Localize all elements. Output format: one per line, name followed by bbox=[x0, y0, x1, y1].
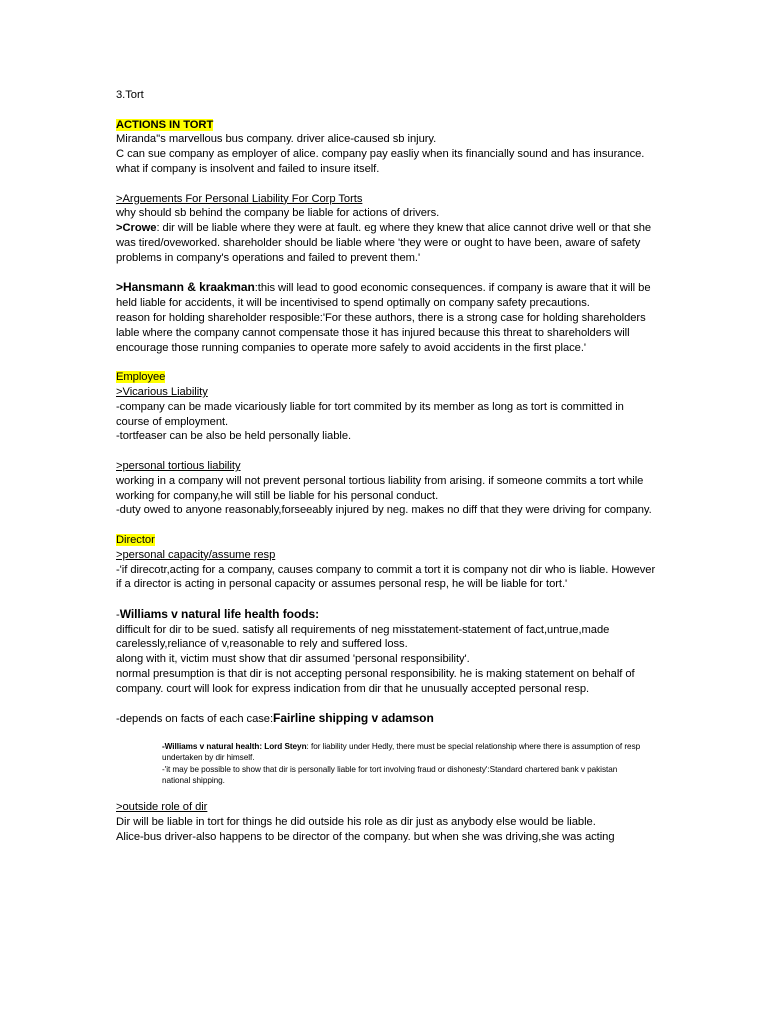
crowe-label: >Crowe bbox=[116, 222, 157, 235]
section-heading: 3.Tort bbox=[116, 89, 144, 101]
outside-title: >outside role of dir bbox=[116, 801, 208, 814]
williams-title: Williams v natural life health foods: bbox=[119, 606, 320, 621]
spacer bbox=[116, 177, 656, 192]
depends-line bbox=[116, 711, 656, 727]
vicarious-title: >Vicarious Liability bbox=[116, 385, 208, 398]
personal-line: working in a company will not prevent personal tortious liability from arising. if someone commits a tort while working for company,he will still be liable for his personal conduct. bbox=[116, 474, 644, 502]
document-page bbox=[116, 88, 656, 844]
spacer bbox=[116, 266, 656, 281]
actions-line: Miranda''s marvellous bus company. driver alice-caused sb injury. bbox=[116, 133, 437, 146]
quote-line: -'it may be possible to show that dir is personally liable for tort involving fraud or dishonesty':Standard chartered bank v pakistan national shipping. bbox=[162, 764, 618, 785]
vicarious-line: -company can be made vicariously liable for tort commited by its member as long as tort is committed in course of employment. bbox=[116, 400, 624, 428]
depends-prefix: -depends on facts of each case: bbox=[116, 713, 274, 726]
spacer bbox=[116, 518, 656, 533]
williams-heading bbox=[116, 607, 656, 623]
spacer bbox=[116, 444, 656, 459]
employee-title: Employee bbox=[116, 371, 166, 384]
arguments-line: why should sb behind the company be liable for actions of drivers. bbox=[116, 207, 440, 220]
williams-line: difficult for dir to be sued. satisfy all requirements of neg misstatement-statement of fact,untrue,made carelessly,reliance of v,reasonable to rely and suffered loss. bbox=[116, 623, 610, 651]
spacer bbox=[116, 355, 656, 370]
actions-line: C can sue company as employer of alice. company pay easliy when its financially sound and has insurance. what if company is insolvent and failed to insure itself. bbox=[116, 148, 645, 175]
actions-title: ACTIONS IN TORT bbox=[116, 118, 214, 131]
williams-prefix: - bbox=[116, 608, 120, 621]
hk-paragraph bbox=[116, 280, 656, 311]
hk-text: :this will lead to good economic consequences. if company is aware that it will be held liable for accidents, it will be incentivised to spend optimally on company safety precautions. bbox=[116, 282, 651, 310]
vicarious-line: -tortfeaser can be also be held personally liable. bbox=[116, 430, 352, 443]
outside-line: Dir will be liable in tort for things he did outside his role as dir just as anybody else would be liable. bbox=[116, 815, 596, 828]
personal-line: -duty owed to anyone reasonably,forseeably injured by neg. makes no diff that they were driving for company. bbox=[116, 504, 652, 517]
williams-line: along with it, victim must show that dir assumed 'personal responsibility'. bbox=[116, 653, 470, 666]
quote-label: -Williams v natural health: Lord Steyn bbox=[162, 742, 307, 752]
spacer bbox=[116, 697, 656, 712]
arguments-title: >Arguements For Personal Liability For Corp Torts bbox=[116, 192, 363, 205]
spacer bbox=[116, 592, 656, 607]
williams-line: normal presumption is that dir is not accepting personal responsibility. he is making statement on behalf of company. court will look for express indication from dir that he unusually accepted personal resp. bbox=[116, 668, 635, 695]
depends-case: Fairline shipping v adamson bbox=[273, 711, 434, 726]
personal-title: >personal tortious liability bbox=[116, 459, 241, 472]
capacity-line: -'if direcotr,acting for a company, causes company to commit a tort it is company not dir who is liable. However if a director is acting in personal capacity or assumes personal resp, he will be liable for tort.' bbox=[116, 563, 656, 591]
crowe-paragraph bbox=[116, 221, 656, 265]
reason-paragraph: reason for holding shareholder resposible:'For these authors, there is a strong case for holding shareholders lable where the company cannot compensate those it has injured because this threat to shareholders will encourage those running companies to operate more safely to avoid accidents in the first place.' bbox=[116, 311, 646, 354]
quote-text: : for liability under Hedly, there must be special relationship where there is assumption of resp undertaken by dir himself. bbox=[162, 742, 641, 763]
outside-line: Alice-bus driver-also happens to be director of the company. but when she was driving,she was acting bbox=[116, 830, 615, 843]
capacity-title: >personal capacity/assume resp bbox=[116, 548, 276, 561]
crowe-text: : dir will be liable where they were at fault. eg where they knew that alice cannot drive well or that she was tired/oveworked. shareholder should be liable where 'they were or ought to have been, aware of safety problems in company's operations and failed to prevent them.' bbox=[116, 222, 652, 264]
spacer bbox=[116, 103, 656, 118]
quote-line bbox=[162, 741, 642, 763]
hk-label: >Hansmann & kraakman bbox=[116, 280, 255, 295]
quote-block bbox=[162, 741, 642, 786]
director-title: Director bbox=[116, 533, 155, 546]
